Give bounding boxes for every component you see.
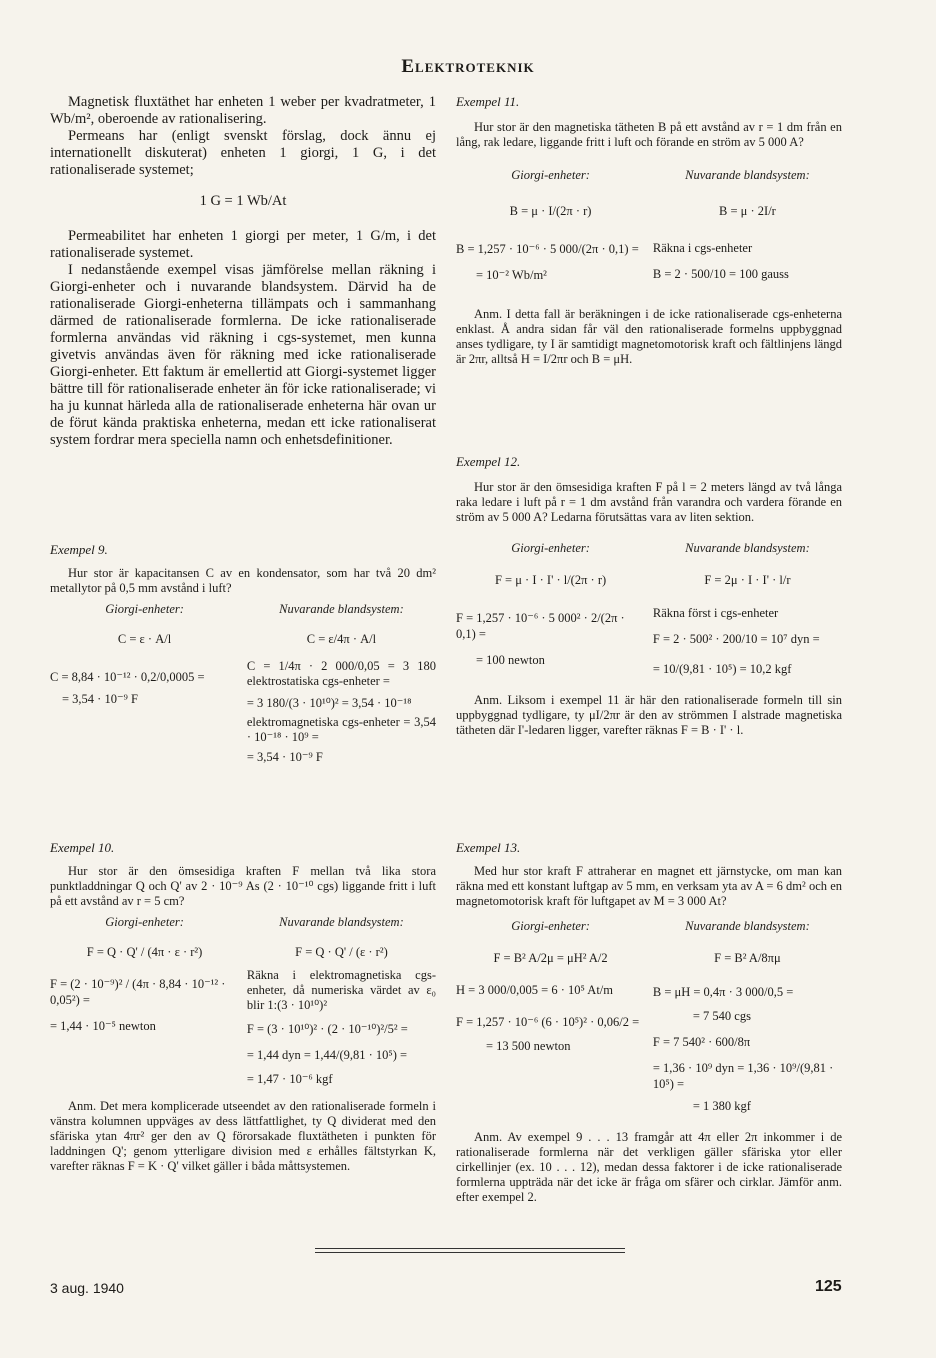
example-10-blend-formula-1: F = Q · Q' / (ε · r²) <box>295 945 388 959</box>
example-9-giorgi-formula-3: = 3,54 · 10⁻⁹ F <box>62 692 138 706</box>
example-11-giorgi-formula-1: B = μ · I/(2π · r) <box>509 204 592 218</box>
example-13-question: Med hur stor kraft F attraherar en magnet ett järnstycke, om man kan räkna med ett konstant luftgap av 5 mm, en verksam yta av A = 6 dm² och en magnetomotorisk kraft för luftgapet av M = 3 000 At? <box>456 864 842 908</box>
example-13-giorgi-formula-1: F = B² A/2μ = μH² A/2 <box>493 951 608 965</box>
example-13-giorgi-column <box>456 919 645 1114</box>
example-9-giorgi-column <box>50 602 239 765</box>
example-9-giorgi-formula-2: C = 8,84 · 10⁻¹² · 0,2/0,0005 = <box>50 670 205 684</box>
example-11 <box>456 94 842 367</box>
example-11-giorgi-formula-3: = 10⁻² Wb/m² <box>476 268 547 282</box>
example-13-blend-formula-3: = 7 540 cgs <box>692 1009 751 1023</box>
example-9-giorgi-label: Giorgi-enheter: <box>105 602 184 616</box>
example-13 <box>456 840 842 1205</box>
example-11-title: Exempel 11. <box>456 94 520 109</box>
example-10-blend-column <box>247 915 436 1087</box>
example-11-question: Hur stor är den magnetiska tätheten B på ett avstånd av r = 1 dm från en lång, rak ledare, liggande fritt i luft och förande en ström av 5 000 A? <box>456 120 842 149</box>
example-9-blend-formula-5: = 3,54 · 10⁻⁹ F <box>246 750 323 764</box>
example-10-blend-formula-4: = 1,44 dyn = 1,44/(9,81 · 10⁵) = <box>246 1048 408 1062</box>
example-11-giorgi-label: Giorgi-enheter: <box>511 168 590 182</box>
example-10-giorgi-formula-2: F = (2 · 10⁻⁹)² / (4π · 8,84 · 10⁻¹² · 0,05²) = <box>50 977 226 1007</box>
intro-paragraph-3: Permeabilitet har enheten 1 giorgi per meter, 1 G/m, i det rationaliserade systemet. <box>50 228 436 261</box>
example-9-blend-formula-4: elektromagnetiska cgs-enheter = 3,54 · 10⁻¹⁸ · 10⁹ = <box>246 715 436 744</box>
example-9-title: Exempel 9. <box>50 542 108 557</box>
example-13-giorgi-formula-3: F = 1,257 · 10⁻⁶ (6 · 10⁵)² · 0,06/2 = <box>456 1015 640 1029</box>
example-9 <box>50 542 436 765</box>
example-13-title: Exempel 13. <box>456 840 521 855</box>
page-number: 125 <box>815 1278 842 1295</box>
example-13-blend-formula-4: F = 7 540² · 600/8π <box>652 1035 751 1049</box>
example-11-blend-column <box>653 168 842 283</box>
example-10-giorgi-formula-3: = 1,44 · 10⁻⁵ newton <box>50 1019 156 1033</box>
example-9-blend-formula-3: = 3 180/(3 · 10¹⁰)² = 3,54 · 10⁻¹⁸ <box>246 696 412 710</box>
example-9-blend-formula-1: C = ε/4π · A/l <box>306 632 377 646</box>
example-13-giorgi-formula-2: H = 3 000/0,005 = 6 · 10⁵ At/m <box>456 983 614 997</box>
example-12-giorgi-column <box>456 541 645 677</box>
intro-equation: 1 G = 1 Wb/At <box>199 193 287 209</box>
example-13-note: Anm. Av exempel 9 . . . 13 framgår att 4π eller 2π inkommer i de rationaliserade formlerna när det verkligen gäller sfäriska ytor eller cirkellinjer (ex. 10 . . . 12), medan dessa faktorer i de icke rationaliserade formlerna uppträda när det icke är fråga om sfärer och cirklar. Jämför anm. efter exempel 2. <box>456 1130 842 1204</box>
example-11-giorgi-column <box>456 168 645 283</box>
example-13-blend-formula-6: = 1 380 kgf <box>692 1099 751 1113</box>
example-13-giorgi-formula-4: = 13 500 newton <box>486 1039 571 1053</box>
example-12-blend-column <box>653 541 842 677</box>
example-13-blend-column <box>653 919 842 1114</box>
intro-paragraph-2: Permeans har (enligt svenskt förslag, dock ännu ej internationellt diskuterat) enheten 1 giorgi, 1 G, i det rationaliserade systemet; <box>50 128 436 178</box>
example-9-giorgi-formula-1: C = ε · A/l <box>117 632 172 646</box>
example-13-blend-formula-5: = 1,36 · 10⁹ dyn = 1,36 · 10⁹/(9,81 · 10⁵) = <box>652 1061 834 1091</box>
example-9-blend-column <box>247 602 436 765</box>
example-9-blend-label: Nuvarande blandsystem: <box>279 602 404 616</box>
example-11-note: Anm. I detta fall är beräkningen i de icke rationaliserade cgs-enheterna enklast. Å andra sidan får väl den rationaliserade formelns uppbyggnad anses tydligare, ty I är samtidigt magnetomotorisk kraft och fältlinjens längd är 2πr, alltså H = I/2πr och B = μH. <box>456 307 842 366</box>
intro-section <box>50 94 436 449</box>
example-11-blend-formula-1: B = μ · 2I/r <box>719 204 776 218</box>
example-11-giorgi-formula-2: B = 1,257 · 10⁻⁶ · 5 000/(2π · 0,1) = <box>456 242 639 256</box>
example-12-question: Hur stor är den ömsesidiga kraften F på l = 2 meters längd av två långa raka ledare i luft på r = 1 dm avstånd från varandra och vardera förande en ström av 5 000 A? Ledarna förutsättas vara av liten sektion. <box>456 480 842 524</box>
example-12-giorgi-label: Giorgi-enheter: <box>511 541 590 555</box>
example-12-blend-formula-4: = 10/(9,81 · 10⁵) = 10,2 kgf <box>652 662 792 676</box>
example-12-blend-formula-1: F = 2μ · I · I' · l/r <box>704 573 791 587</box>
example-12-giorgi-formula-1: F = μ · I · I' · l/(2π · r) <box>494 573 607 587</box>
page-title: Elektroteknik <box>401 56 535 77</box>
example-12-blend-formula-2: Räkna först i cgs-enheter <box>652 606 779 620</box>
intro-paragraph-1: Magnetisk fluxtäthet har enheten 1 weber per kvadratmeter, 1 Wb/m², oberoende av rationalisering. <box>50 94 436 127</box>
example-12 <box>456 454 842 738</box>
example-9-blend-formula-2: C = 1/4π · 2 000/0,05 = 3 180 elektrostatiska cgs-enheter = <box>246 659 436 688</box>
example-12-giorgi-formula-2: F = 1,257 · 10⁻⁶ · 5 000² · 2/(2π · 0,1) = <box>456 611 625 641</box>
issue-date: 3 aug. 1940 <box>50 1280 124 1296</box>
example-12-giorgi-formula-3: = 100 newton <box>476 653 545 667</box>
example-13-giorgi-label: Giorgi-enheter: <box>511 919 590 933</box>
example-10 <box>50 840 436 1174</box>
example-10-blend-label: Nuvarande blandsystem: <box>279 915 404 929</box>
example-10-giorgi-label: Giorgi-enheter: <box>105 915 184 929</box>
footer-rule <box>315 1248 625 1249</box>
example-11-blend-formula-2: Räkna i cgs-enheter <box>652 241 753 255</box>
example-12-blend-formula-3: F = 2 · 500² · 200/10 = 10⁷ dyn = <box>652 632 820 646</box>
example-10-blend-formula-2: Räkna i elektromagnetiska cgs-enheter, då numeriska värdet av ε₀ blir 1:(3 · 10¹⁰)² <box>246 968 436 1012</box>
example-10-question: Hur stor är den ömsesidiga kraften F mellan två lika stora punktladdningar Q och Q' av 2 · 10⁻⁹ As (2 · 10⁻¹⁰ cgs) liggande fritt i luft på ett avstånd av r = 5 cm? <box>50 864 436 908</box>
example-10-title: Exempel 10. <box>50 840 115 855</box>
example-10-note: Anm. Det mera komplicerade utseendet av den rationaliserade formeln i vänstra kolumnen uppväges av dess lättfattlighet, ty Q dividerat med den sfäriska ytan 4πr² ger den av Q förorsakade fluxtätheten i punkten för laddningen Q'; genom ytterligare division med ε erhålles fältstyrkan K, varefter räknas F = K · Q' vilket gäller i båda måttsystemen. <box>50 1099 436 1173</box>
example-13-blend-formula-1: F = B² A/8πμ <box>714 951 781 965</box>
example-12-title: Exempel 12. <box>456 454 521 469</box>
example-11-blend-label: Nuvarande blandsystem: <box>685 168 810 182</box>
example-10-giorgi-formula-1: F = Q · Q' / (4π · ε · r²) <box>86 945 203 959</box>
example-12-blend-label: Nuvarande blandsystem: <box>685 541 810 555</box>
footer-rule-secondary <box>315 1252 625 1253</box>
intro-paragraph-4: I nedanstående exempel visas jämförelse mellan räkning i Giorgi-enheter och i nuvarande blandsystem. Därvid ha de rationaliserade Giorgi-enheterna tillämpats och i sammanhang därmed de rationaliserade formlerna. De icke rationaliserade formlerna användas vid räkning i cgs-systemet, men kunna givetvis användas även för räkning med icke rationaliserade Giorgi-enheter. Ett faktum är emellertid att Giorgi-systemet ligger bättre till för rationaliserade enheter än för icke rationaliserade; vi ha ju kunnat härleda alla de rationaliserade enheterna här ovan ur de förut kända praktiska enheterna, medan ett icke rationaliserat system fordrar mera speciella namn och enhetsdefinitioner. <box>50 262 436 448</box>
example-10-blend-formula-3: F = (3 · 10¹⁰)² · (2 · 10⁻¹⁰)²/5² = <box>246 1022 408 1036</box>
example-12-note: Anm. Liksom i exempel 11 är här den rationaliserade formeln till sin uppbyggnad tydligare, ty μI/2πr är den av strömmen I alstrade magnetiska tätheten där I'-ledaren ligger, varefter räknas F = B · I' · l. <box>456 693 842 737</box>
example-13-blend-label: Nuvarande blandsystem: <box>685 919 810 933</box>
example-10-blend-formula-5: = 1,47 · 10⁻⁶ kgf <box>246 1072 333 1086</box>
example-11-blend-formula-3: B = 2 · 500/10 = 100 gauss <box>652 267 789 281</box>
example-9-question: Hur stor är kapacitansen C av en kondensator, som har två 20 dm² metallytor på 0,5 mm avstånd i luft? <box>50 566 436 595</box>
example-10-giorgi-column <box>50 915 239 1087</box>
example-13-blend-formula-2: B = μH = 0,4π · 3 000/0,5 = <box>652 985 794 999</box>
